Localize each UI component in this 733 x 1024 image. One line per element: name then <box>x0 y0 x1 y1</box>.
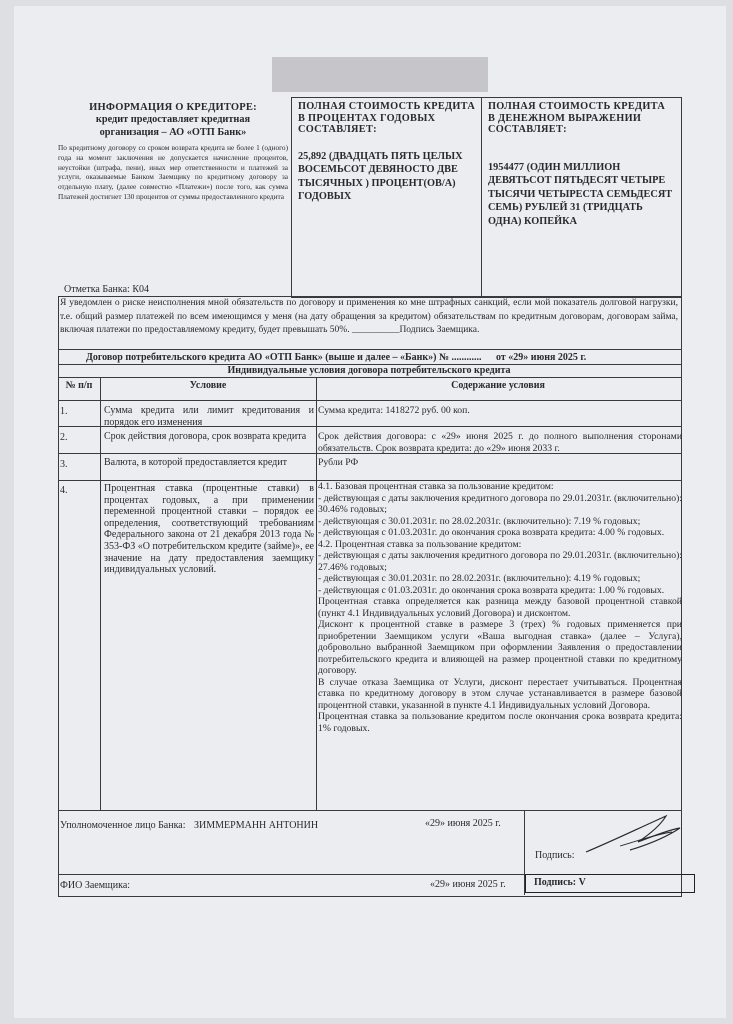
row-3-condition: Валюта, в которой предоставляется кредит <box>104 457 287 468</box>
row-3-num: 3. <box>60 459 68 470</box>
redacted-area <box>272 57 488 92</box>
cost-percent-value: 25,892 (ДВАДЦАТЬ ПЯТЬ ЦЕЛЫХ ВОСЕМЬСОТ ДЕВЯНОСТО ДВЕ ТЫСЯЧНЫХ ) ПРОЦЕНТ(ОВ/А) ГОДОВЫХ <box>298 150 463 202</box>
cost-money-title: ПОЛНАЯ СТОИМОСТЬ КРЕДИТА В ДЕНЕЖНОМ ВЫРАЖЕНИИ СОСТАВЛЯЕТ: <box>488 101 666 135</box>
rate-paragraph: Процентная ставка за пользование кредитом после окончания срока возврата кредита: 1% годовых. <box>318 711 682 734</box>
bank-mark: Отметка Банка: К04 <box>64 284 149 295</box>
grid-line <box>316 377 317 810</box>
rate-paragraph: - действующая с 01.03.2031г. до окончания срока возврата кредита: 1.00 % годовых. <box>318 584 665 596</box>
lender-subtitle-1: кредит предоставляет кредитная <box>95 114 251 125</box>
authorized-date: «29» июня 2025 г. <box>425 818 501 829</box>
bank-signature-label: Подпись: <box>535 850 575 861</box>
row-4-content <box>318 481 682 734</box>
agreement-date: от «29» июня 2025 г. <box>496 352 587 363</box>
row-1-condition: Сумма кредита или лимит кредитования и порядок его изменения <box>104 405 314 428</box>
divider <box>58 377 681 378</box>
cost-percent-box <box>291 97 482 298</box>
row-1-content: Сумма кредита: 1418272 руб. 00 коп. <box>318 405 470 416</box>
lender-title: ИНФОРМАЦИЯ О КРЕДИТОРЕ: <box>89 102 257 113</box>
cost-money-value: 1954477 (ОДИН МИЛЛИОН ДЕВЯТЬСОТ ПЯТЬДЕСЯТ ЧЕТЫРЕ ТЫСЯЧИ ЧЕТЫРЕСТА СЕМЬДЕСЯТ СЕМЬ) РУБЛЕЙ 31 (ТРИДЦАТЬ ОДНА) КОПЕЙКА <box>488 161 673 227</box>
rate-paragraph: - действующая с даты заключения кредитного договора по 29.01.2031г. (включительно): 27.46% годовых; <box>318 550 682 573</box>
debt-load-warning: Я уведомлен о риске неисполнения мной обязательств по договору и применения ко мне штрафных санкций, если мой показатель долговой нагрузки, т.е. общий размер платежей по всем имеющимся у меня (на дату обращения за кредитом) обязательствам по кредитным договорам, договорам займа, включая платежи по предоставляемому кредиту, будет превышать 50%. __________Подпись Заемщика. <box>60 298 678 336</box>
rate-paragraph: - действующая с 01.03.2031г. до окончания срока возврата кредита: 4.00 % годовых. <box>318 527 665 538</box>
agreement-number-blank: ............ <box>449 352 482 363</box>
rate-paragraph: 4.2. Процентная ставка за пользование кредитом: <box>318 538 522 550</box>
col-content-header: Содержание условия <box>451 380 545 391</box>
rate-paragraph: - действующая с 30.01.2031г. по 28.02.2031г. (включительно): 7.19 % годовых; <box>318 515 641 527</box>
cost-money-box <box>481 97 682 298</box>
authorized-label: Уполномоченное лицо Банка: <box>60 820 186 831</box>
borrower-date: «29» июня 2025 г. <box>430 879 506 890</box>
lender-subtitle-2: организация – АО «ОТП Банк» <box>99 127 247 138</box>
agreement-title <box>86 352 680 363</box>
rate-paragraph: 4.1. Базовая процентная ставка за пользование кредитом: <box>318 481 554 492</box>
row-4-condition: Процентная ставка (процентные ставки) в процентах годовых, а при применении переменной процентной ставки – порядок ее определения, соответствующий требованиям Федерального закона от 21 декабря 2013 года № 353-ФЗ «О потребительском кредите (займе)», ее значение на дату предоставления заемщику индивидуальных условий. <box>104 483 314 576</box>
cost-percent-title: ПОЛНАЯ СТОИМОСТЬ КРЕДИТА В ПРОЦЕНТАХ ГОДОВЫХ СОСТАВЛЯЕТ: <box>298 101 476 135</box>
divider <box>58 400 681 401</box>
rate-paragraph: В случае отказа Заемщика от Услуги, дисконт перестает учитываться. Процентная ставка по кредитному договору в этом случае устанавливается в размере базовой процентной ставки, указанной в пункте 4.1 Индивидуальных условий Договора. <box>318 676 682 711</box>
rate-paragraph: Процентная ставка определяется как разница между базовой процентной ставкой (пункт 4.1 Индивидуальных условий Договора) и дисконтом. <box>318 596 682 619</box>
grid-line <box>100 377 101 810</box>
divider <box>58 349 681 350</box>
borrower-signature-label: Подпись: V <box>534 877 586 888</box>
row-2-content: Срок действия договора: с «29» июня 2025 г. до полного выполнения сторонами обязательств. Срок возврата кредита: до «29» июня 2033 г. <box>318 431 682 454</box>
row-3-content: Рубли РФ <box>318 457 359 468</box>
bank-signature <box>580 812 690 862</box>
borrower-name-label: ФИО Заемщика: <box>60 880 131 891</box>
rate-paragraph: Дисконт к процентной ставке в размере 3 (трех) % годовых применяется при приобретении Заемщиком услуги «Ваша выгодная ставка» (далее – Услуга), добровольно выбранной Заемщиком при оформлении Заявления о предоставлении потребительского кредита и влияющей на размер процентной ставки по кредитному договору. <box>318 619 682 676</box>
rate-paragraph: - действующая с 30.01.2031г. по 28.02.2031г. (включительно): 4.19 % годовых; <box>318 573 641 584</box>
divider <box>58 810 681 811</box>
lender-info <box>58 97 291 296</box>
col-num-header: № п/п <box>65 380 93 391</box>
row-2-condition: Срок действия договора, срок возврата кредита <box>104 431 307 442</box>
lender-body: По кредитному договору со сроком возврата кредита не более 1 (одного) года на момент заключения не допускается начисление процентов, неустойки (штрафа, пени), иных мер ответственности и платежей за услуги, оказываемые Банком Заемщику по кредитному договору за отдельную плату, (далее совместно «Платежи») после того, как сумма Платежей достигнет 130 процентов от суммы предоставленного кредита <box>58 143 288 201</box>
row-2-num: 2. <box>60 432 68 443</box>
authorized-person-label <box>60 820 318 831</box>
col-condition-header: Условие <box>189 380 227 391</box>
row-1-num: 1. <box>60 406 68 417</box>
authorized-name: ЗИММЕРМАНН АНТОНИН <box>194 820 319 831</box>
conditions-title: Индивидуальные условия договора потребительского кредита <box>227 365 511 376</box>
rate-paragraph: - действующая с даты заключения кредитного договора по 29.01.2031г. (включительно): 30.46% годовых; <box>318 492 682 515</box>
row-4-num: 4. <box>60 485 68 496</box>
agreement-title-text: Договор потребительского кредита АО «ОТП Банк» (выше и далее – «Банк») № <box>86 352 450 363</box>
